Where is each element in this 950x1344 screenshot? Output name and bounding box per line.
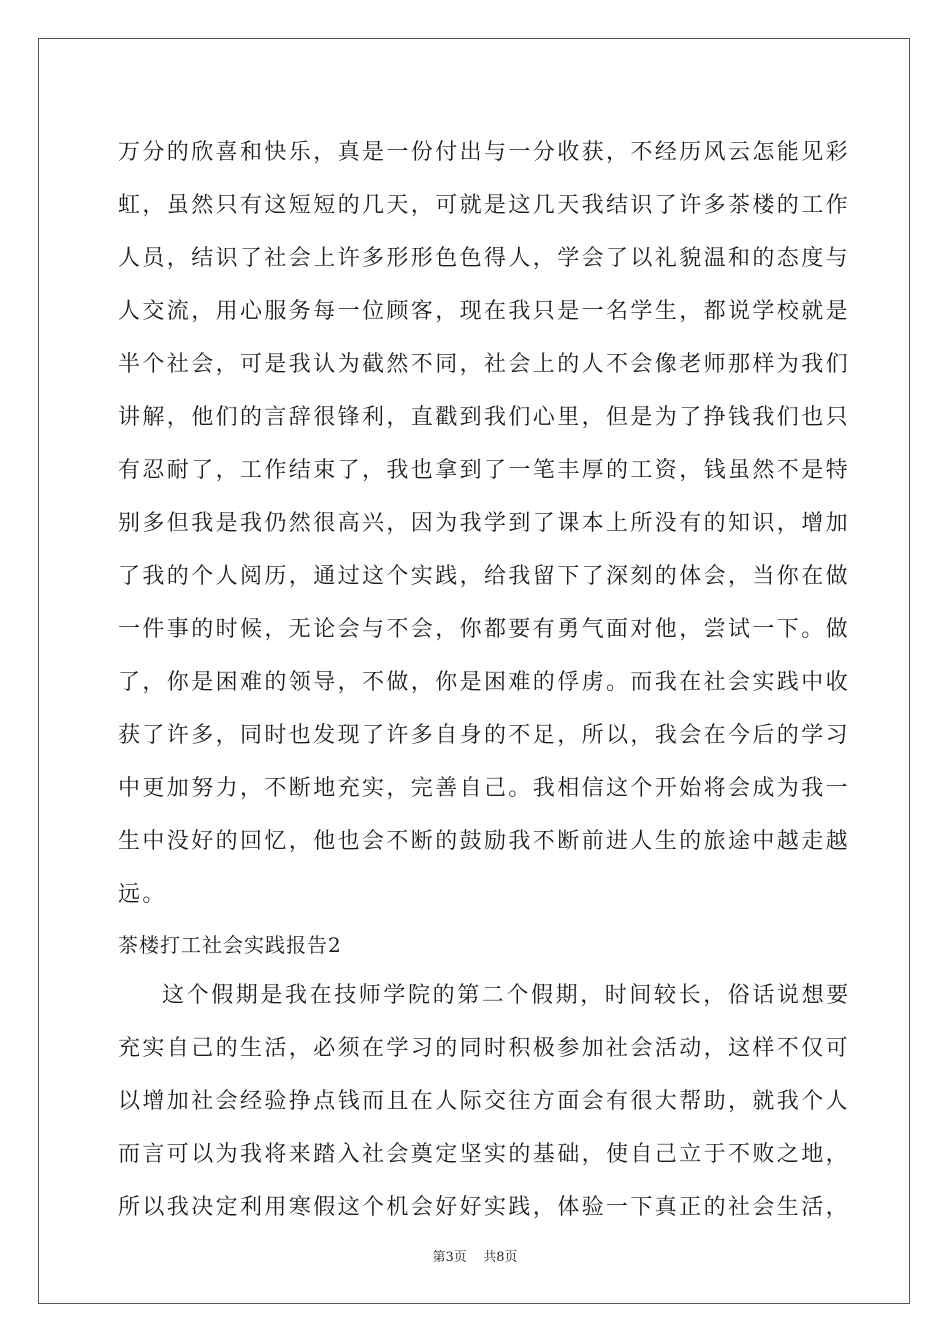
text-line: 远。 bbox=[118, 882, 167, 907]
text-line: 人员，结识了社会上许多形形色色得人，学会了以礼貌温和的态度与 bbox=[118, 246, 851, 271]
text-line: 了，你是困难的领导，不做，你是困难的俘虏。而我在社会实践中收 bbox=[118, 670, 851, 695]
text-line: 而言可以为我将来踏入社会奠定坚实的基础，使自己立于不败之地， bbox=[118, 1142, 851, 1167]
page-number-footer: 第3页 共8页 bbox=[432, 1250, 518, 1265]
text-line: 中更加努力，不断地充实，完善自己。我相信这个开始将会成为我一 bbox=[118, 776, 851, 801]
text-line: 虹，虽然只有这短短的几天，可就是这几天我结识了许多茶楼的工作 bbox=[118, 193, 851, 218]
text-line: 这个假期是我在技师学院的第二个假期，时间较长，俗话说想要 bbox=[162, 983, 851, 1008]
text-line: 别多但我是我仍然很高兴，因为我学到了课本上所没有的知识，增加 bbox=[118, 511, 851, 536]
paragraph-1 bbox=[118, 126, 851, 921]
paragraph-2 bbox=[118, 969, 851, 1234]
text-line: 所以我决定利用寒假这个机会好好实践，体验一下真正的社会生活， bbox=[118, 1195, 851, 1220]
text-line: 生中没好的回忆，他也会不断的鼓励我不断前进人生的旅途中越走越 bbox=[118, 829, 851, 854]
text-line: 人交流，用心服务每一位顾客，现在我只是一名学生，都说学校就是 bbox=[118, 299, 851, 324]
text-line: 充实自己的生活，必须在学习的同时积极参加社会活动，这样不仅可 bbox=[118, 1036, 851, 1061]
text-line: 一件事的时候，无论会与不会，你都要有勇气面对他，尝试一下。做 bbox=[118, 617, 851, 642]
document-body bbox=[118, 126, 851, 1234]
text-line: 万分的欣喜和快乐，真是一份付出与一分收获，不经历风云怎能见彩 bbox=[118, 140, 851, 165]
text-line: 了我的个人阅历，通过这个实践，给我留下了深刻的体会，当你在做 bbox=[118, 564, 851, 589]
text-line: 获了许多，同时也发现了许多自身的不足，所以，我会在今后的学习 bbox=[118, 723, 851, 748]
text-line: 半个社会，可是我认为截然不同，社会上的人不会像老师那样为我们 bbox=[118, 352, 851, 377]
text-line: 有忍耐了，工作结束了，我也拿到了一笔丰厚的工资，钱虽然不是特 bbox=[118, 458, 851, 483]
section-heading: 茶楼打工社会实践报告2 bbox=[118, 933, 342, 957]
text-line: 讲解，他们的言辞很锋利，直戳到我们心里，但是为了挣钱我们也只 bbox=[118, 405, 851, 430]
text-line: 以增加社会经验挣点钱而且在人际交往方面会有很大帮助，就我个人 bbox=[118, 1089, 851, 1114]
